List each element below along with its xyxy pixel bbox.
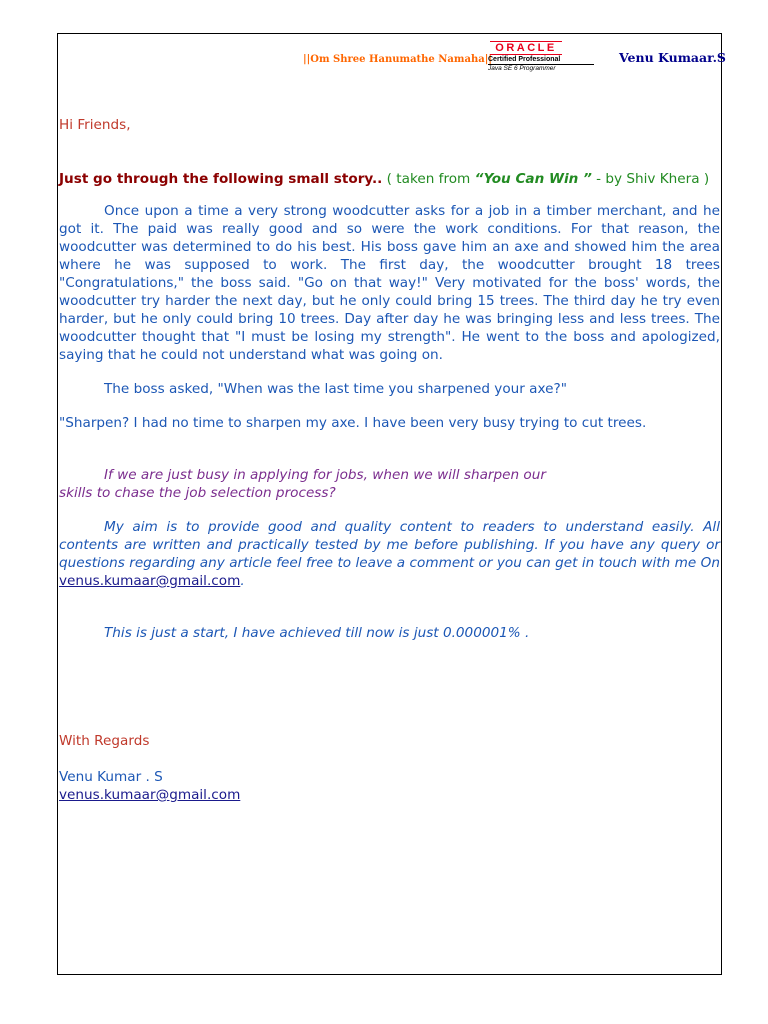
signature-block <box>59 768 720 804</box>
oracle-certification-logo <box>488 41 598 71</box>
logo-certification: Certified Professional <box>488 56 561 63</box>
moral-line-1: If we are just busy in applying for jobs, when we will sharpen our <box>104 467 546 483</box>
header-mantra: ||Om Shree Hanumathe Namaha|| <box>303 54 492 65</box>
start-note: This is just a start, I have achieved till now is just 0.000001% . <box>104 625 530 641</box>
intro-prefix: ( taken from <box>382 171 475 187</box>
intro-line <box>59 170 720 188</box>
aim-end: . <box>240 573 245 589</box>
moral-line-2: skills to chase the job selection process? <box>59 485 336 501</box>
moral-question <box>59 466 720 502</box>
closing-regards: With Regards <box>59 733 150 749</box>
book-title: “You Can Win ” <box>474 171 592 187</box>
aim-paragraph <box>59 518 720 590</box>
boss-question: The boss asked, "When was the last time you sharpened your axe?" <box>104 381 567 397</box>
document-page <box>57 33 726 975</box>
signature-name: Venu Kumar . S <box>59 769 163 785</box>
document-body <box>59 116 720 804</box>
intro-lead: Just go through the following small story.. <box>59 171 383 187</box>
logo-brand: ORACLE <box>490 41 562 55</box>
aim-email-link[interactable]: venus.kumaar@gmail.com <box>59 573 241 589</box>
intro-suffix: - by Shiv Khera ) <box>591 171 710 187</box>
greeting: Hi Friends, <box>59 117 131 133</box>
logo-title: Java SE 6 Programmer <box>488 64 594 73</box>
story-paragraph: Once upon a time a very strong woodcutter asks for a job in a timber merchant, and he got it. The paid was really good and so were the work conditions. For that reason, the woodcutter was determined to do his best. His boss gave him an axe and showed him the area where he was supposed to work. The first day, the woodcutter brought 18 trees "Congratulations," the boss said. "Go on that way!" Very motivated for the boss' words, the woodcutter try harder the next day, but he only could bring 15 trees. The third day he try even harder, but he only could bring 10 trees. Day after day he was bringing less and less trees. The woodcutter thought that "I must be losing my strength". He went to the boss and apologized, saying that he could not understand what was going on. <box>59 203 720 363</box>
header-author: Venu Kumaar.S <box>619 50 726 65</box>
signature-email-link[interactable]: venus.kumaar@gmail.com <box>59 787 241 803</box>
aim-text: My aim is to provide good and quality content to readers to understand easily. All contents are written and practically tested by me before publishing. If you have any query or questions regarding any article feel free to leave a comment or you can get in touch with me On <box>59 519 720 571</box>
woodcutter-reply: "Sharpen? I had no time to sharpen my axe. I have been very busy trying to cut trees. <box>59 415 647 431</box>
